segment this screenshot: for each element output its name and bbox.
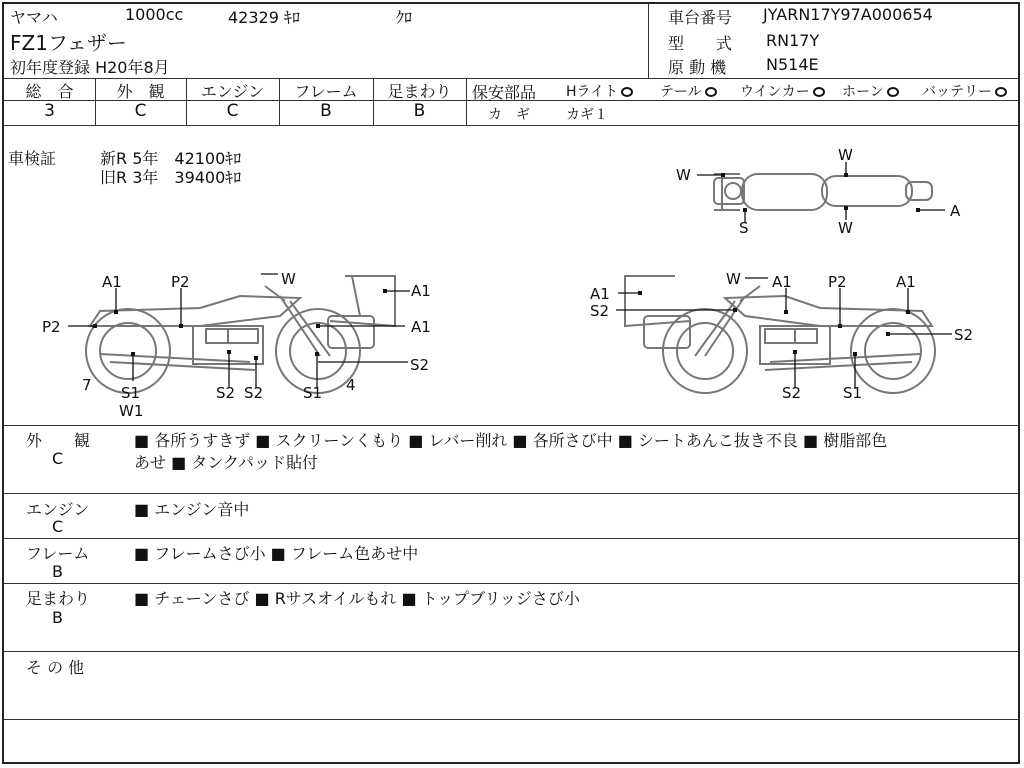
diagram-label: W bbox=[281, 270, 296, 288]
diagram-label: A1 bbox=[590, 285, 610, 303]
diagram-label: A bbox=[950, 202, 961, 220]
grade-frame: B bbox=[320, 101, 332, 121]
remark-category: フレーム bbox=[26, 544, 90, 563]
remark-category: そ の 他 bbox=[26, 658, 85, 677]
remark-category: 足まわり bbox=[26, 589, 91, 608]
safety-winker: ウインカー bbox=[740, 81, 825, 101]
diagram-label: S1 bbox=[121, 384, 141, 402]
safety-horn: ホーン bbox=[842, 81, 899, 101]
diagram-label: W bbox=[838, 219, 853, 237]
remark-text: ■ 各所うすきず ■ スクリーンくもり ■ レバー削れ ■ 各所さび中 ■ シートあんこ抜き不良 ■ 樹脂部色 bbox=[134, 431, 888, 450]
damage-diagram bbox=[0, 126, 1024, 426]
engine-label: 原 動 機 bbox=[668, 58, 727, 77]
remark-text: ■ フレームさび小 ■ フレーム色あせ中 bbox=[134, 544, 419, 563]
grade-header-overall: 総 合 bbox=[25, 82, 74, 101]
remark-text: ■ チェーンさび ■ Rサスオイルもれ ■ トップブリッジさび小 bbox=[134, 589, 580, 608]
rule bbox=[4, 425, 1020, 426]
ok-circle-icon bbox=[621, 87, 633, 97]
engine-value: N514E bbox=[766, 55, 819, 74]
grade-header-exterior: 外 観 bbox=[116, 82, 165, 101]
diagram-label: P2 bbox=[42, 318, 61, 336]
grade-engine: C bbox=[226, 101, 239, 121]
displacement: 1000cc bbox=[125, 5, 184, 24]
safety-headlight: Hライト bbox=[566, 81, 633, 101]
maker: ヤマハ bbox=[10, 8, 58, 27]
grade-exterior: C bbox=[134, 101, 147, 121]
grade-overall: 3 bbox=[44, 101, 55, 121]
remark-grade: C bbox=[52, 517, 64, 536]
diagram-label: A1 bbox=[896, 273, 916, 291]
chassis-number: JYARN17Y97A000654 bbox=[763, 5, 933, 24]
rule bbox=[4, 583, 1020, 584]
safety-battery: バッテリー bbox=[922, 81, 1007, 101]
inspection-new: 新R 5年 42100ｷﾛ bbox=[100, 149, 242, 168]
remark-text: ■ エンジン音中 bbox=[134, 500, 250, 519]
grade-suspension: B bbox=[413, 101, 426, 121]
model-name: FZ1フェザー bbox=[10, 31, 127, 55]
ok-circle-icon bbox=[813, 87, 825, 97]
diagram-label: A1 bbox=[411, 282, 431, 300]
diagram-label: P2 bbox=[828, 273, 847, 291]
diagram-label: W1 bbox=[119, 402, 144, 420]
key-label: カ ギ bbox=[488, 107, 530, 123]
diagram-label: 4 bbox=[346, 376, 356, 394]
inspection-label: 車検証 bbox=[8, 149, 57, 168]
col-divider bbox=[466, 78, 467, 125]
grade-header-frame: フレーム bbox=[294, 82, 358, 101]
diagram-label: S1 bbox=[843, 384, 863, 402]
diagram-label: S2 bbox=[216, 384, 236, 402]
remark-grade: C bbox=[52, 449, 64, 468]
diagram-label: W bbox=[838, 146, 853, 164]
remark-category: 外 観 bbox=[26, 431, 91, 450]
ok-circle-icon bbox=[995, 87, 1007, 97]
rule bbox=[4, 719, 1020, 720]
mileage: 42329 ｷﾛ bbox=[228, 8, 300, 27]
grade-header-suspension: 足まわり bbox=[387, 82, 452, 101]
chassis-label: 車台番号 bbox=[668, 8, 733, 27]
diagram-label: 7 bbox=[82, 376, 92, 394]
diagram-label: S2 bbox=[244, 384, 264, 402]
type-label: 型 式 bbox=[668, 34, 733, 53]
diagram-label: S2 bbox=[954, 326, 974, 344]
diagram-label: W bbox=[726, 270, 741, 288]
diagram-label: S2 bbox=[782, 384, 802, 402]
ok-circle-icon bbox=[887, 87, 899, 97]
remark-grade: B bbox=[52, 608, 63, 627]
diagram-label: A1 bbox=[102, 273, 122, 291]
color: ｸﾛ bbox=[396, 8, 413, 27]
diagram-label: A1 bbox=[411, 318, 431, 336]
grade-header-engine: エンジン bbox=[200, 82, 265, 101]
remark-text: あせ ■ タンクパッド貼付 bbox=[134, 453, 319, 472]
diagram-label: S2 bbox=[410, 356, 430, 374]
remark-category: エンジン bbox=[26, 500, 90, 519]
safety-title: 保安部品 bbox=[472, 83, 537, 102]
rule bbox=[4, 538, 1020, 539]
rule bbox=[4, 651, 1020, 652]
diagram-label: S2 bbox=[590, 302, 610, 320]
ok-circle-icon bbox=[705, 87, 717, 97]
first-registration: 初年度登録 H20年8月 bbox=[10, 58, 170, 77]
diagram-label: A1 bbox=[772, 273, 792, 291]
header-divider bbox=[648, 4, 649, 78]
type-value: RN17Y bbox=[766, 31, 820, 50]
diagram-label: S1 bbox=[303, 384, 323, 402]
bike-top-view bbox=[714, 174, 932, 210]
remark-grade: B bbox=[52, 562, 63, 581]
inspection-old: 旧R 3年 39400ｷﾛ bbox=[100, 168, 242, 187]
diagram-label: W bbox=[676, 166, 691, 184]
safety-tail: テール bbox=[660, 81, 717, 101]
rule bbox=[4, 493, 1020, 494]
diagram-label: S bbox=[739, 219, 749, 237]
diagram-label: P2 bbox=[171, 273, 190, 291]
key-value: カギ１ bbox=[566, 107, 608, 123]
